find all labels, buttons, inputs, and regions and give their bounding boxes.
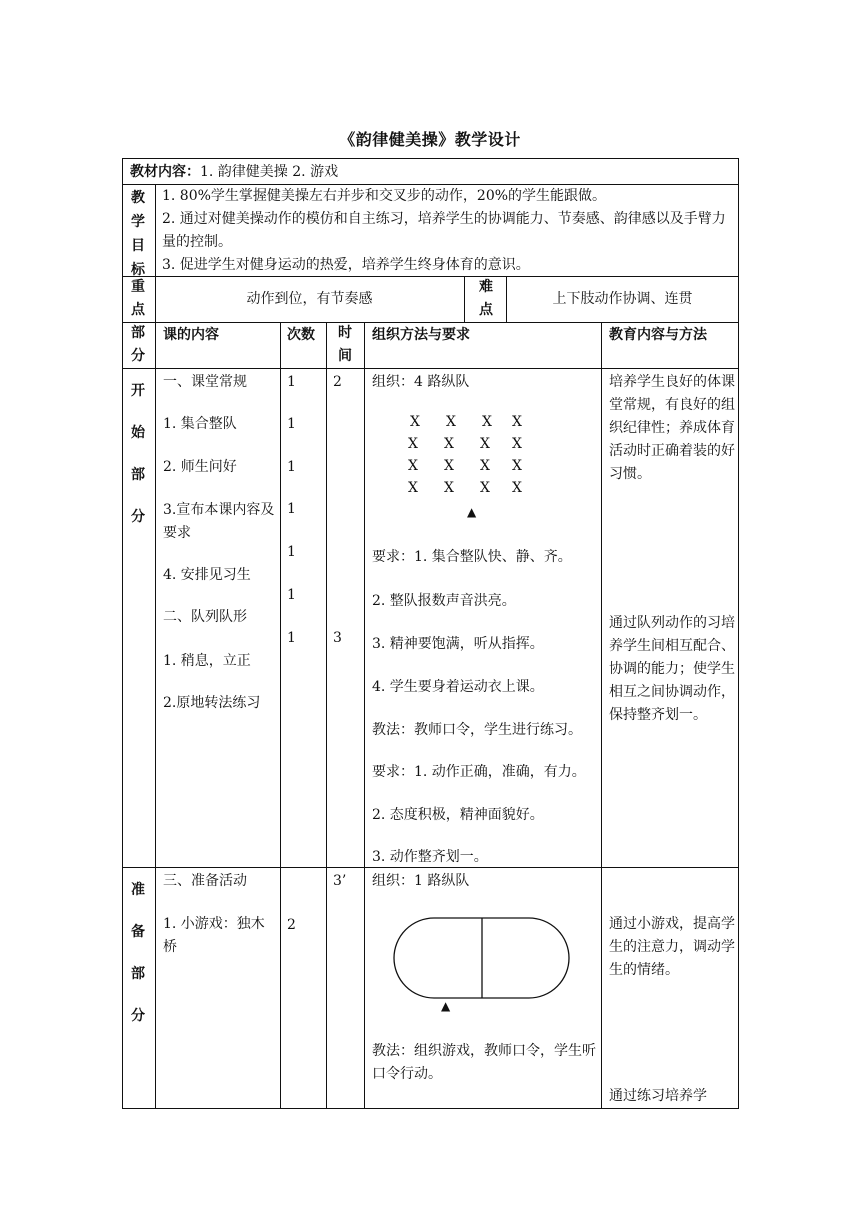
education-text: 培养学生良好的体课堂常规，有良好的组织纪律性；养成体育活动时正确着装的好习惯。 [609, 374, 735, 482]
difficulty-label: 难 点 [479, 279, 493, 318]
student-mark: X [482, 414, 492, 430]
col-divider [364, 322, 365, 1109]
material-label: 教材内容： [130, 164, 200, 180]
student-mark: X [512, 436, 522, 452]
student-mark: X [444, 458, 454, 474]
content-item: 2.原地转法练习 [163, 695, 261, 711]
education-text: 通过小游戏，提高学生的注意力，调动学生的情绪。 [609, 916, 735, 978]
student-mark: X [408, 480, 418, 496]
method-line: 3. 精神要饱满，听从指挥。 [372, 636, 544, 652]
student-mark: X [480, 480, 490, 496]
row-divider [122, 276, 739, 277]
content-item: 1. 小游戏：独木桥 [163, 916, 265, 955]
game-track-diagram [393, 917, 571, 1001]
count-value: 1 [287, 374, 296, 390]
count-value: 1 [287, 544, 296, 560]
header-time: 时 间 [338, 325, 352, 364]
formation-row [378, 436, 528, 458]
education-text: 通过队列动作的习培养学生间相互配合、协调的能力；使学生相互之间协调动作，保持整齐划一。 [609, 615, 735, 723]
count-value: 1 [287, 459, 296, 475]
document-title: 《韵律健美操》教学设计 [339, 130, 521, 149]
student-mark: X [446, 414, 456, 430]
student-mark: X [512, 458, 522, 474]
student-mark: X [512, 480, 522, 496]
time-value: 3 [333, 630, 342, 646]
method-line: 2. 态度积极，精神面貌好。 [372, 807, 544, 823]
col-divider [601, 322, 602, 1109]
method-line: 要求：1. 集合整队快、静、齐。 [372, 549, 572, 565]
student-mark: X [410, 414, 420, 430]
method-line: 4. 学生要身着运动衣上课。 [372, 679, 544, 695]
formation-row [378, 480, 528, 502]
goal-item-2: 2. 通过对健美操动作的模仿和自主练习，培养学生的协调能力、节奏感、韵律感以及手臂力量的控制。 [162, 211, 726, 250]
header-part: 部 分 [131, 325, 145, 364]
org-text: 组织：1 路纵队 [372, 873, 470, 889]
row-divider [122, 368, 739, 369]
material-value: 1. 韵律健美操 2. 游戏 [200, 164, 339, 180]
col-divider [464, 276, 465, 322]
goals-label: 教 学 目 标 [131, 190, 145, 278]
key-point-value: 动作到位，有节奏感 [246, 291, 373, 307]
col-divider [326, 322, 327, 1109]
org-text: 组织：4 路纵队 [372, 374, 470, 390]
difficulty-value: 上下肢动作协调、连贯 [552, 291, 693, 307]
goal-item-1: 1. 80%学生掌握健美操左右并步和交叉步的动作，20%的学生能跟做。 [162, 188, 607, 204]
time-value: 3’ [333, 873, 347, 889]
student-mark: X [444, 436, 454, 452]
content-item: 3.宣布本课内容及要求 [163, 502, 275, 541]
time-value: 2 [333, 374, 342, 390]
col-divider [155, 184, 156, 1109]
material-row [130, 162, 338, 182]
student-mark: X [480, 436, 490, 452]
method-line: 教法：教师口令，学生进行练习。 [372, 722, 582, 738]
content-item: 1. 集合整队 [163, 416, 237, 432]
formation-row [378, 458, 528, 480]
row-divider [122, 184, 739, 185]
content-item: 一、课堂常规 [163, 374, 247, 390]
content-item: 4. 安排见习生 [163, 567, 251, 583]
method-line: 3. 动作整齐划一。 [372, 849, 488, 865]
header-method: 组织方法与要求 [372, 327, 470, 343]
formation-row [378, 414, 528, 436]
header-education: 教育内容与方法 [609, 327, 707, 343]
student-mark: X [444, 480, 454, 496]
content-item: 1. 稍息，立正 [163, 653, 251, 669]
student-mark: X [512, 414, 522, 430]
education-text: 通过练习培养学 [609, 1088, 707, 1104]
student-mark: X [480, 458, 490, 474]
col-divider [280, 322, 281, 1109]
content-item: 二、队列队形 [163, 609, 247, 625]
section1-part: 开 始 部 分 [131, 383, 145, 525]
method-line: 要求：1. 动作正确，准确，有力。 [372, 764, 586, 780]
header-content: 课的内容 [163, 327, 219, 343]
key-point-label: 重 点 [131, 279, 145, 318]
header-count: 次数 [287, 327, 315, 343]
teacher-marker-icon: ▲ [467, 505, 477, 519]
count-value: 1 [287, 630, 296, 646]
count-value: 1 [287, 501, 296, 517]
method-line: 教法：组织游戏，教师口令，学生听口令行动。 [372, 1043, 596, 1082]
teacher-marker-icon: ▲ [441, 999, 451, 1013]
content-item: 2. 师生问好 [163, 459, 237, 475]
count-value: 1 [287, 587, 296, 603]
content-item: 三、准备活动 [163, 873, 247, 889]
student-mark: X [408, 436, 418, 452]
student-mark: X [408, 458, 418, 474]
count-value: 1 [287, 416, 296, 432]
section2-part: 准 备 部 分 [131, 882, 145, 1024]
count-value: 2 [287, 917, 296, 933]
row-divider [122, 322, 739, 323]
formation-diagram [378, 414, 528, 502]
row-divider [122, 867, 739, 868]
goal-item-3: 3. 促进学生对健身运动的热爱，培养学生终身体育的意识。 [162, 257, 530, 273]
method-line: 2. 整队报数声音洪亮。 [372, 593, 516, 609]
